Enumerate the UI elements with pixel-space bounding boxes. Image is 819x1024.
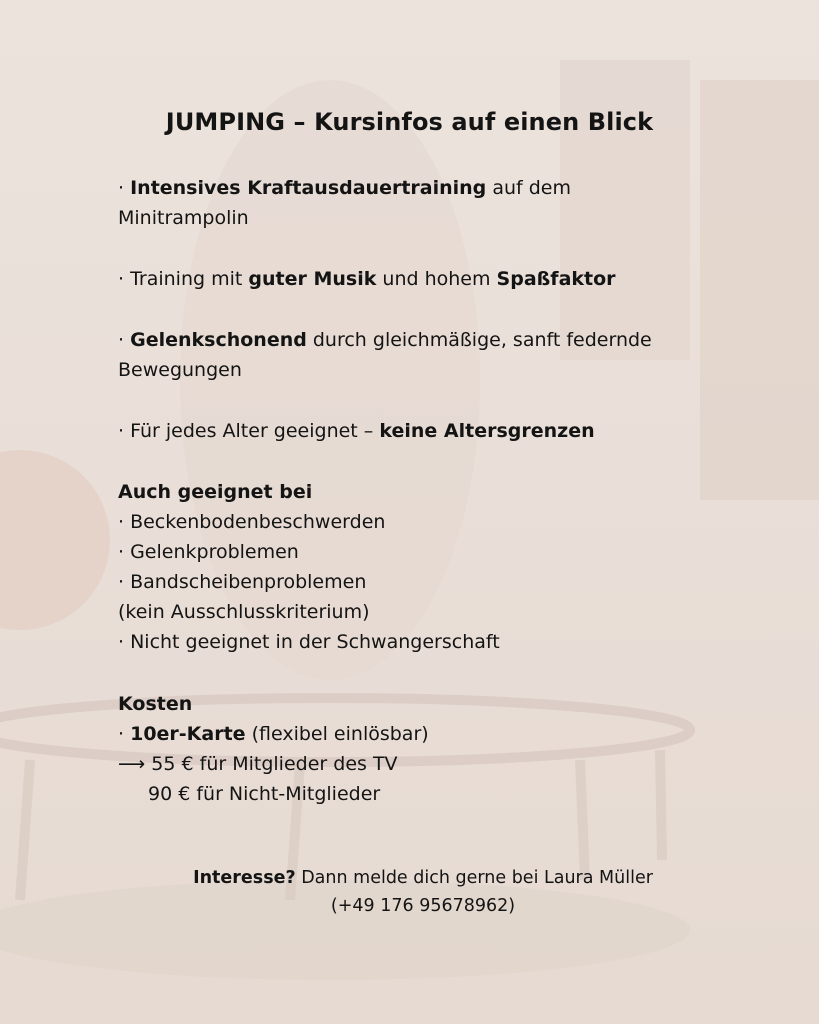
costs-heading: Kosten <box>118 693 193 715</box>
feature-item-continuation: Bewegungen <box>118 359 242 381</box>
costs-card: · 10er-Karte (flexibel einlösbar) <box>118 723 429 745</box>
suitable-heading: Auch geeignet bei <box>118 481 313 503</box>
feature-item: · Training mit guter Musik und hohem Spaßfaktor <box>118 268 616 290</box>
price-members: ⟶ 55 € für Mitglieder des TV <box>118 753 398 775</box>
costs-section <box>118 689 758 809</box>
feature-item: · Für jedes Alter geeignet – keine Altersgrenzen <box>118 420 595 442</box>
contact-line: Interesse? Dann melde dich gerne bei Laura Müller <box>193 868 653 888</box>
suitable-item: · Beckenbodenbeschwerden <box>118 511 386 533</box>
suitable-item: · Nicht geeignet in der Schwangerschaft <box>118 631 500 653</box>
feature-item: · Gelenkschonend durch gleichmäßige, sanft federnde <box>118 329 652 351</box>
suitable-section <box>118 477 758 657</box>
suitable-item: · Bandscheibenproblemen <box>118 571 367 593</box>
contact-phone: (+49 176 95678962) <box>330 896 516 916</box>
page-title: JUMPING – Kursinfos auf einen Blick <box>165 108 654 136</box>
contact-info <box>0 864 819 920</box>
arrow-icon: ⟶ <box>118 753 146 775</box>
suitable-item: · Gelenkproblemen <box>118 541 299 563</box>
suitable-item-note: (kein Ausschlusskriterium) <box>118 601 370 623</box>
feature-item: · Intensives Kraftausdauertraining auf dem <box>118 177 571 199</box>
feature-item-continuation: Minitrampolin <box>118 207 249 229</box>
feature-list <box>118 173 758 446</box>
price-nonmembers: 90 € für Nicht-Mitglieder <box>148 783 381 805</box>
